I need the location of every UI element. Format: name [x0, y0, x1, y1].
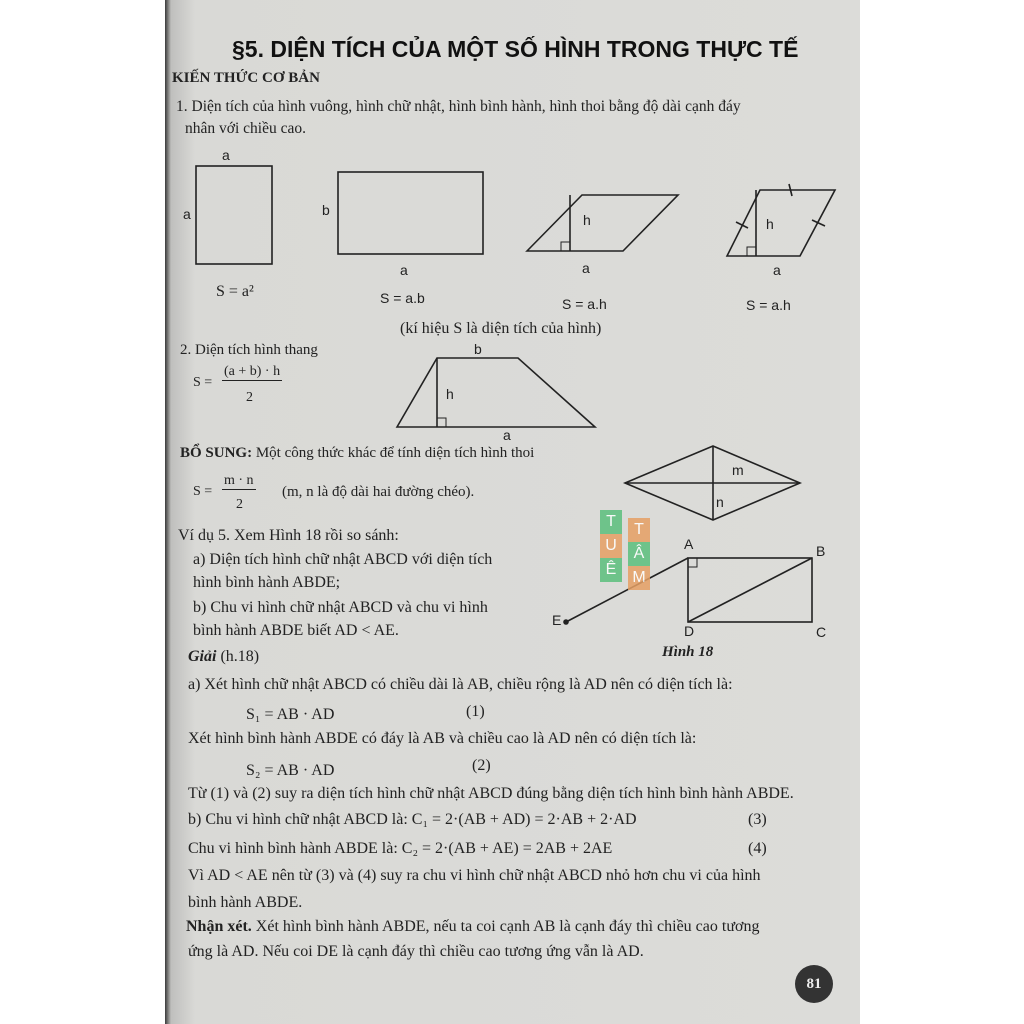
rectangle-shape: [338, 172, 483, 254]
label-m: m: [732, 462, 744, 478]
solution-line-1: a) Xét hình chữ nhật ABCD có chiều dài là AB, chiều rộng là AD nên có diện tích là:: [188, 676, 733, 693]
label-C: C: [816, 624, 827, 640]
solution-line-2: Xét hình bình hành ABDE có đáy là AB và chiều cao là AD nên có diện tích là:: [188, 730, 697, 747]
label-B: B: [816, 543, 826, 559]
watermark-letter: Â: [628, 542, 650, 566]
eq-number-1: (1): [466, 703, 485, 720]
remark-line-1: [186, 918, 759, 936]
para-1b: nhân với chiều cao.: [185, 120, 306, 137]
solution-line-3: Từ (1) và (2) suy ra diện tích hình chữ nhật ABCD đúng bằng diện tích hình bình hành ABDE.: [188, 785, 794, 802]
example-a-2: hình bình hành ABDE;: [193, 574, 341, 591]
watermark-letter: M: [628, 566, 650, 590]
solution-line-4: b) Chu vi hình chữ nhật ABCD là: C₁ = 2·(AB + AD) = 2·AB + 2·AD: [188, 811, 637, 828]
parallelogram-shape: [527, 195, 678, 251]
para-2: 2. Diện tích hình thang: [180, 342, 318, 358]
solution-line-6: Vì AD < AE nên từ (3) và (4) suy ra chu vi hình chữ nhật ABCD nhỏ hơn chu vi của hình: [188, 867, 761, 884]
label-a: a: [222, 147, 230, 163]
label-h: h: [446, 386, 454, 402]
rhombus-note: (m, n là độ dài hai đường chéo).: [282, 484, 475, 500]
eq-number-2: (2): [472, 757, 491, 774]
label-a: a: [183, 206, 191, 222]
figure-caption: Hình 18: [662, 644, 714, 660]
eq-number-3: (3): [748, 811, 767, 828]
label-b: b: [474, 341, 482, 357]
formula-rectangle: S = a.b: [380, 290, 425, 306]
label-A: A: [684, 536, 694, 552]
solution-line-5: Chu vi hình bình hành ABDE là: C₂ = 2·(AB + AE) = 2AB + 2AE: [188, 840, 613, 857]
watermark-letter: Ê: [600, 558, 622, 582]
remark-text: Xét hình bình hành ABDE, nếu ta coi cạnh AB là cạnh đáy thì chiều cao tương: [251, 918, 760, 935]
formula-rhombus: S = a.h: [746, 297, 791, 313]
label-b: b: [322, 202, 330, 218]
example-title: Ví dụ 5. Xem Hình 18 rồi so sánh:: [178, 527, 399, 544]
label-h: h: [766, 216, 774, 232]
rhombus-numerator: m · n: [224, 473, 254, 488]
area-note: (kí hiệu S là diện tích của hình): [400, 320, 602, 337]
page-title: §5. DIỆN TÍCH CỦA MỘT SỐ HÌNH TRONG THỰC TẾ: [232, 36, 799, 62]
remark-label: Nhận xét.: [186, 918, 252, 935]
trapezoid-numerator: (a + b) · h: [224, 364, 281, 379]
trapezoid-denominator: 2: [246, 390, 253, 405]
label-n: n: [716, 494, 724, 510]
formula-s1: S₁ = AB · AD: [246, 706, 335, 723]
label-h: h: [583, 212, 591, 228]
s-equals: S =: [193, 484, 213, 499]
solution-line-7: bình hành ABDE.: [188, 894, 303, 911]
trapezoid-shape: [397, 358, 595, 427]
square-shape: [196, 166, 272, 264]
formula-parallelogram: S = a.h: [562, 296, 607, 312]
example-a-1: a) Diện tích hình chữ nhật ABCD với diện tích: [193, 551, 493, 568]
solution-label: Giải: [188, 648, 217, 665]
watermark-letter: U: [600, 534, 622, 558]
label-E: E: [552, 612, 562, 628]
label-a: a: [773, 262, 781, 278]
bosung-line: [180, 445, 534, 462]
example-b-1: b) Chu vi hình chữ nhật ABCD và chu vi hình: [193, 599, 488, 616]
formula-s2: S₂ = AB · AD: [246, 762, 335, 779]
solution-heading: [188, 648, 259, 666]
eq-number-4: (4): [748, 840, 767, 857]
para-1a: 1. Diện tích của hình vuông, hình chữ nhật, hình bình hành, hình thoi bằng độ dài cạnh đáy: [176, 98, 741, 115]
label-a: a: [582, 260, 590, 276]
example-b-2: bình hành ABDE biết AD < AE.: [193, 622, 399, 639]
formula-square: S = a²: [216, 283, 254, 300]
solution-ref: (h.18): [216, 648, 260, 665]
watermark-letter: T: [628, 518, 650, 542]
remark-line-2: ứng là AD. Nếu coi DE là cạnh đáy thì chiều cao tương ứng vẫn là AD.: [188, 943, 644, 960]
section-heading: KIẾN THỨC CƠ BẢN: [172, 70, 320, 86]
label-a: a: [503, 427, 511, 443]
bosung-label: BỔ SUNG:: [180, 445, 253, 461]
label-a: a: [400, 262, 408, 278]
page-number: 81: [795, 965, 833, 1003]
label-D: D: [684, 623, 695, 639]
rhombus-denominator: 2: [236, 497, 243, 512]
bosung-text: Một công thức khác để tính diện tích hình thoi: [252, 445, 535, 461]
s-equals: S =: [193, 375, 213, 390]
watermark-letter: T: [600, 510, 622, 534]
